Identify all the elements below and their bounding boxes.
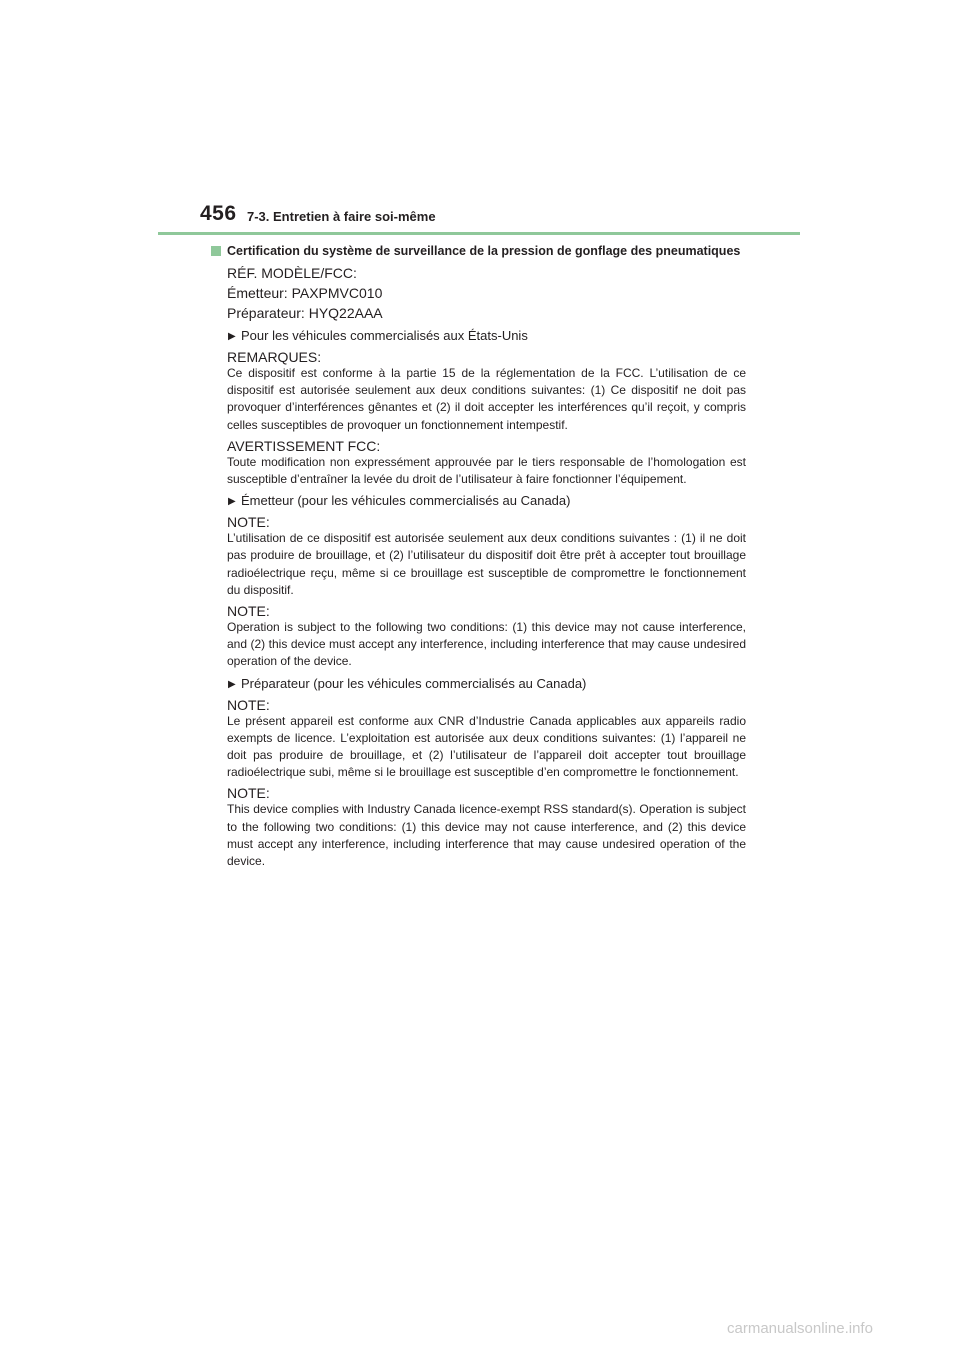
header-rule [158,232,800,235]
bullet-emetteur-text: Émetteur (pour les véhicules commercialisés au Canada) [241,493,571,509]
note4-text: This device complies with Industry Canada licence-exempt RSS standard(s). Operation is subject to the following two conditions: (1) this device may not cause interference, and (2) this device must accept any interference, including interference that may cause undesired operation of the device. [227,802,746,869]
bullet-emetteur [211,492,746,510]
remarques-text: Ce dispositif est conforme à la partie 15 de la réglementation de la FCC. L’utilisation de ce dispositif est autorisée seulement aux deux conditions suivantes: (1) Ce dispositif ne doit pas provoquer d’interférences gênantes et (2) il doit accepter les interférences qu’il reçoit, y compris celles susceptibles de provoquer un fonctionnement intempestif. [227,366,746,432]
section-title: 7-3. Entretien à faire soi-même [247,209,436,224]
model-ref-line: RÉF. MODÈLE/FCC: [227,265,357,281]
note3-text: Le présent appareil est conforme aux CNR d’Industrie Canada applicables aux appareils radio exempts de licence. L’exploitation est autorisée aux deux conditions suivantes: (1) l’appareil ne doit pas produire de brouillage, et (2) l’utilisateur de l’appareil doit accepter tout brouillage radioélectrique subi, même si le brouillage est susceptible d’en compromettre le fonctionnement. [227,713,746,780]
note1-text: L’utilisation de ce dispositif est autorisée seulement aux deux conditions suivantes : (1) il ne doit pas produire de brouillage, et (2) l’utilisateur du dispositif doit être prêt à accepter tout brouillage radioélectrique reçu, même si ce brouillage est susceptible de compromettre le fonctionnement du dispositif. [227,531,746,597]
triangle-bullet-icon: ▶ [228,331,236,342]
note4-label: NOTE: [227,785,270,802]
bullet-preparateur-text: Préparateur (pour les véhicules commercialisés au Canada) [241,675,587,691]
preparer-line: Préparateur: HYQ22AAA [227,305,383,321]
square-bullet-icon [211,246,221,256]
emitter-line: Émetteur: PAXPMVC010 [227,285,383,301]
bullet-us-text: Pour les véhicules commercialisés aux États-Unis [241,328,528,343]
footer-watermark: carmanualsonline.info [727,1320,873,1337]
page-content [211,242,746,870]
bullet-preparateur [211,675,746,693]
section-heading [211,242,746,260]
triangle-bullet-icon: ▶ [228,678,236,690]
note2-label: NOTE: [227,603,270,620]
section-heading-text: Certification du système de surveillance de la pression de gonflage des pneumatiques [227,244,741,258]
page-number: 456 [200,202,237,225]
avert-label: AVERTISSEMENT FCC: [227,437,381,454]
avert-text: Toute modification non expressément approuvée par le tiers responsable de l’homologation est susceptible d’entraîner la levée du droit de l’utilisateur à faire fonctionner l’équipement. [227,454,746,487]
note3-label: NOTE: [227,696,270,713]
triangle-bullet-icon: ▶ [228,496,236,508]
note1-label: NOTE: [227,514,270,531]
note2-text: Operation is subject to the following two conditions: (1) this device may not cause interference, and (2) this device must accept any interference, including interference that may cause undesired operation of the device. [227,620,746,669]
remarques-label: REMARQUES: [227,349,322,365]
bullet-us [211,327,746,345]
